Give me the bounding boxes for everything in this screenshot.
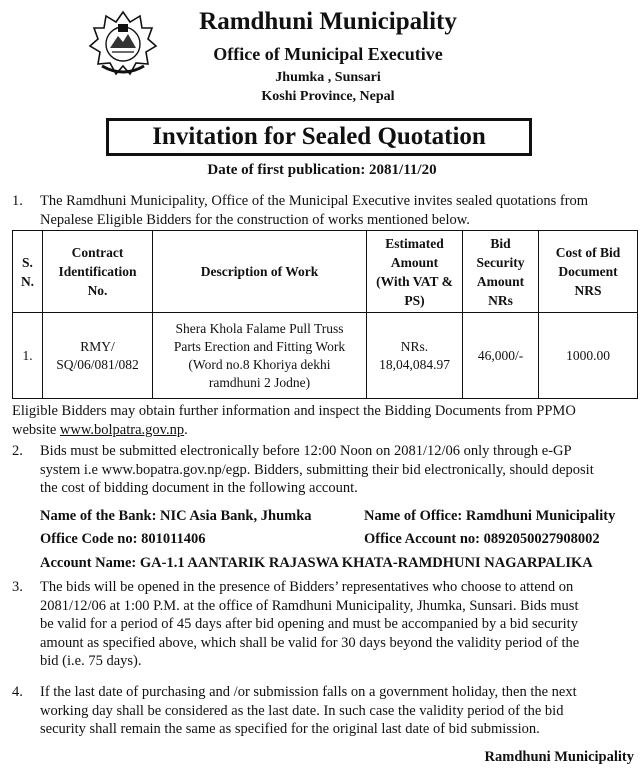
header-line: Document: [558, 264, 618, 279]
notice-title: Invitation for Sealed Quotation: [106, 118, 532, 156]
text-fragment: .: [184, 421, 188, 438]
cell-contract: [43, 313, 153, 399]
cell-security: 46,000/-: [463, 313, 539, 399]
header-line: Security: [476, 254, 525, 270]
account-name: Account Name: GA-1.1 AANTARIK RAJASWA KHATA-RAMDHUNI NAGARPALIKA: [40, 555, 593, 571]
header-line: Identification: [58, 264, 137, 279]
text-line: the cost of bidding document in the following account.: [40, 480, 358, 496]
paragraph-4: [40, 683, 634, 739]
cell-line: ramdhuni 2 Jodne): [208, 374, 311, 390]
paragraph-1: [40, 192, 634, 229]
text-line: 2081/12/06 at 1:00 P.M. at the office of Ramdhuni Municipality, Jhumka, Sunsari. Bids must: [40, 597, 579, 614]
text-line: working day shall be considered as the last date. In such case the validity period of the bid: [40, 702, 564, 719]
province: Koshi Province, Nepal: [261, 89, 395, 104]
header-line: Description of Work: [200, 264, 319, 279]
cell-line: RMY/: [80, 338, 115, 354]
ppmo-website-link[interactable]: www.bolpatra.gov.np: [59, 421, 185, 438]
col-security: [463, 231, 539, 313]
location: Jhumka , Sunsari: [275, 70, 381, 85]
cell-line: Shera Khola Falame Pull Truss: [175, 320, 344, 336]
header-line: NRs: [488, 292, 513, 308]
col-estimated: [367, 231, 463, 313]
header-line: Cost of Bid: [555, 245, 621, 260]
cell-line: SQ/06/081/082: [56, 356, 139, 372]
header-line: Estimated: [385, 235, 444, 251]
cell-cost: 1000.00: [539, 313, 638, 399]
col-description: [153, 231, 367, 313]
office-account: Office Account no: 0892050027908002: [364, 531, 600, 547]
cell-line: Parts Erection and Fitting Work: [173, 338, 346, 354]
text-fragment: website: [12, 421, 60, 438]
text-line: security shall remain the same as specified for the original last date of bid submission.: [40, 721, 540, 737]
paragraph-3: [40, 578, 634, 671]
col-cost: [539, 231, 638, 313]
header-line: PS): [404, 292, 425, 308]
text-line: [12, 421, 634, 440]
text-line: bid (i.e. 75 days).: [40, 653, 142, 669]
cell-sn: 1.: [13, 313, 43, 399]
header-line: No.: [87, 283, 108, 298]
text-line: Nepalese Eligible Bidders for the construction of works mentioned below.: [40, 211, 470, 228]
header-line: Contract: [71, 245, 124, 260]
header-line: (With VAT &: [376, 273, 453, 289]
text-line: The Ramdhuni Municipality, Office of the Municipal Executive invites sealed quotations from: [40, 193, 589, 209]
municipality-name: Ramdhuni Municipality: [199, 8, 457, 35]
cell-description: [153, 313, 367, 399]
signature: Ramdhuni Municipality: [484, 749, 634, 765]
table-row: [13, 313, 638, 399]
header-line: S.: [22, 254, 33, 270]
text-line: amount as specified above, which shall be valid for 30 days beyond the validity period of the: [40, 634, 580, 651]
text-line: The bids will be opened in the presence of Bidders’ representatives who choose to attend on: [40, 579, 574, 595]
text-line: If the last date of purchasing and /or submission falls on a government holiday, then the next: [40, 684, 577, 700]
office-code: Office Code no: 801011406: [40, 531, 206, 547]
cell-estimated: [367, 313, 463, 399]
text-line: Bids must be submitted electronically before 12:00 Noon on 2081/12/06 only through e-GP: [40, 443, 572, 459]
header-line: NRS: [574, 283, 602, 298]
header-line: Bid: [490, 235, 511, 251]
bank-name: Name of the Bank: NIC Asia Bank, Jhumka: [40, 508, 312, 524]
eligible-paragraph: [12, 402, 634, 439]
office-name-detail: Name of Office: Ramdhuni Municipality: [364, 508, 616, 524]
item-number: 3.: [12, 579, 23, 595]
col-sn: [13, 231, 43, 313]
header-line: Amount: [390, 254, 439, 270]
item-number: 4.: [12, 684, 23, 700]
text-line: system i.e www.bopatra.gov.np/egp. Bidders, submitting their bid electronically, should deposit: [40, 461, 594, 478]
cell-line: 18,04,084.97: [379, 356, 450, 372]
publication-date: Date of first publication: 2081/11/20: [207, 162, 437, 178]
office-name: Office of Municipal Executive: [213, 44, 443, 64]
item-number: 1.: [12, 193, 23, 209]
table-header-row: [13, 231, 638, 313]
header-line: Amount: [476, 273, 525, 289]
header-line: N.: [20, 273, 35, 289]
item-number: 2.: [12, 443, 23, 459]
paragraph-2: [40, 442, 634, 498]
col-contract: [43, 231, 153, 313]
cell-line: NRs.: [400, 338, 429, 354]
works-table: [12, 230, 638, 399]
text-line: be valid for a period of 45 days after bid opening and must be accompanied by a bid security: [40, 616, 578, 632]
text-line: Eligible Bidders may obtain further information and inspect the Bidding Documents from PPMO: [12, 403, 576, 419]
cell-line: (Word no.8 Khoriya dekhi: [188, 356, 331, 372]
